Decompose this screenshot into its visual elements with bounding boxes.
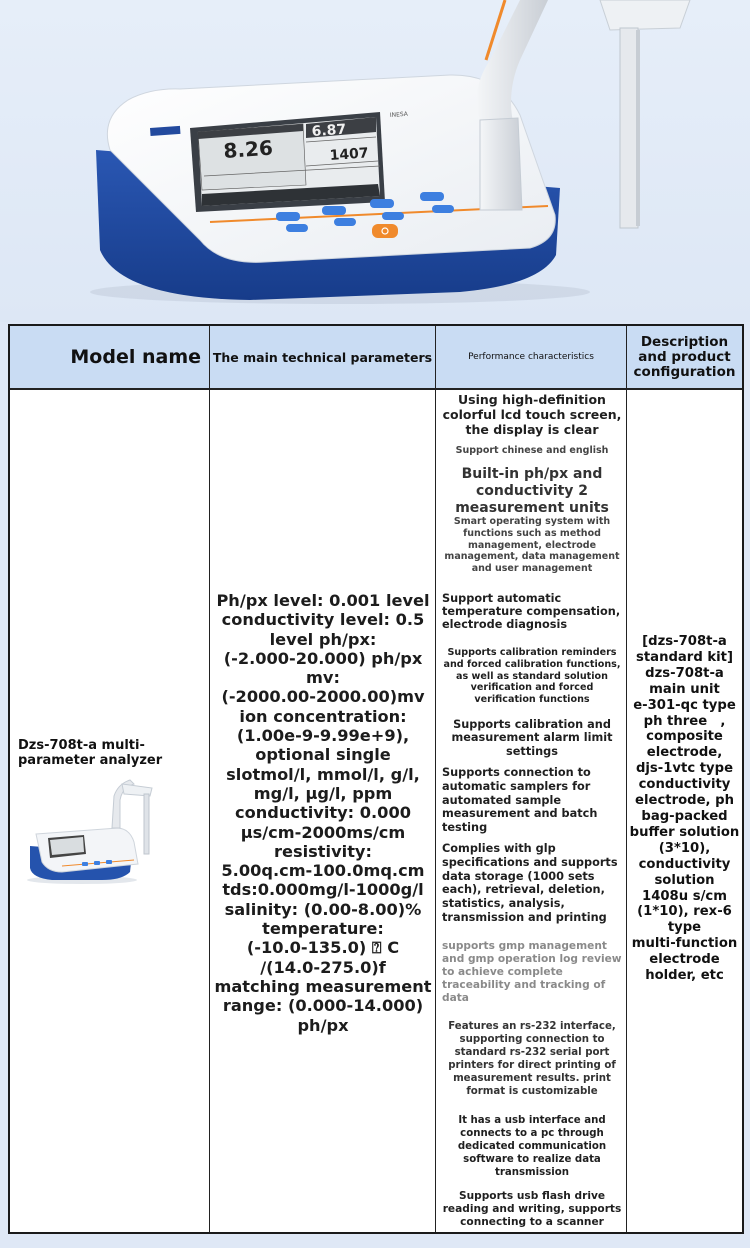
param-line: salinity: (0.00-8.00)%: [224, 899, 422, 919]
power-icon: [372, 224, 398, 238]
desc-line: djs-1vtc type: [635, 761, 734, 777]
param-line: range: (0.000-14.000): [222, 996, 424, 1016]
desc-line: buffer solution: [629, 824, 740, 840]
param-line: slotmol/l, mmol/l, g/l,: [226, 764, 420, 784]
desc-line: bag-packed: [641, 808, 728, 824]
feature-item: Supports usb flash drive reading and writing, supports connecting to a scanner: [442, 1190, 622, 1228]
header-parameters: The main technical parameters: [210, 326, 436, 388]
param-line: (-2.000-20.000) ph/px: [223, 648, 423, 668]
svg-text:INESA: INESA: [389, 110, 409, 119]
param-line: Ph/px level: 0.001 level: [216, 591, 430, 610]
model-name: Dzs-708t-a multi-parameter analyzer: [18, 738, 163, 768]
feature-item: Smart operating system with functions such as method management, electrode management, data management and user management: [444, 516, 620, 575]
param-line: temperature:: [262, 919, 384, 939]
screen-reading-left: 8.26: [222, 135, 274, 163]
param-line: 5.00q.cm-100.0mq.cm: [221, 861, 425, 881]
header-performance: Performance characteristics: [436, 326, 627, 388]
spec-table: [8, 324, 744, 1234]
desc-line: type: [667, 920, 702, 936]
desc-line: multi-function: [631, 936, 738, 952]
desc-line: [dzs-708t-a: [642, 634, 727, 649]
param-line: matching measurement: [214, 976, 432, 996]
desc-line: electrode, ph: [635, 793, 734, 809]
param-line: resistivity:: [274, 841, 372, 861]
param-line: ion concentration:: [239, 706, 407, 726]
param-line: (1.00e-9-9.99e+9),: [236, 726, 410, 746]
table-header-row: [10, 326, 742, 390]
feature-item: Supports connection to automatic samplers for automated sample measurement and batch testing: [442, 766, 598, 835]
desc-line: electrode: [649, 952, 720, 968]
desc-line: 1408u s/cm: [642, 888, 727, 904]
param-line: optional single: [255, 745, 391, 765]
feature-item: Complies with glp specifications and supports data storage (1000 sets each), retrieval, deletion, statistics, analysis, transmission and printing: [442, 842, 618, 924]
param-line: mg/l, μg/l, ppm: [253, 783, 393, 803]
description-text: [629, 634, 740, 984]
desc-line: conductivity: [638, 777, 731, 793]
desc-line: dzs-708t-a: [645, 665, 724, 681]
desc-line: ph three ,: [643, 713, 726, 729]
param-line: /(14.0-275.0)f: [260, 957, 386, 977]
desc-line: holder, etc: [645, 968, 724, 984]
feature-item: Support chinese and english: [455, 445, 609, 456]
screen-reading-right-bottom: 1407: [329, 145, 370, 164]
desc-line: solution: [654, 872, 715, 888]
parameters-text: [212, 591, 434, 1035]
feature-item: Supports calibration and measurement alarm limit settings: [451, 718, 613, 758]
feature-item: Using high-definition colorful lcd touch screen, the display is clear: [442, 392, 622, 437]
desc-line: main unit: [649, 681, 720, 697]
desc-line: (1*10), rex-6: [637, 904, 732, 920]
desc-line: conductivity: [638, 856, 731, 872]
param-line: level ph/px:: [269, 629, 377, 649]
model-thumbnail: [22, 776, 172, 886]
product-photo: [0, 0, 750, 322]
feature-item: Built-in ph/px and conductivity 2 measurement units: [455, 466, 609, 516]
header-model: Model name: [10, 326, 210, 388]
feature-item: Support automatic temperature compensation, electrode diagnosis: [442, 592, 621, 632]
param-line: μs/cm-2000ms/cm: [240, 822, 406, 842]
param-line: (-2000.00-2000.00)mv: [221, 687, 425, 707]
desc-line: standard kit]: [636, 649, 733, 665]
param-line: ph/px: [297, 1015, 349, 1035]
header-description: Description and product configuration: [633, 333, 736, 380]
param-line: mv:: [306, 668, 340, 688]
param-line: conductivity: 0.000: [235, 803, 411, 823]
desc-line: e-301-qc type: [633, 697, 736, 713]
param-line: (-10.0-135.0) ⍰ C: [246, 938, 400, 958]
desc-line: composite: [646, 729, 723, 745]
feature-item: It has a usb interface and connects to a pc through dedicated communication software to realize data transmission: [457, 1115, 607, 1178]
desc-line: electrode,: [646, 745, 723, 761]
screen-reading-right-top: 6.87: [311, 121, 347, 140]
param-line: tds:0.000mg/l-1000g/l: [222, 880, 424, 900]
feature-item: supports gmp management and gmp operation log review to achieve complete traceability and tracking of data: [442, 940, 622, 1004]
feature-item: Supports calibration reminders and forced calibration functions, as well as standard solution verification and forced verification functions: [443, 647, 621, 706]
desc-line: (3*10),: [658, 840, 711, 856]
param-line: conductivity level: 0.5: [221, 610, 425, 630]
feature-item: Features an rs-232 interface, supporting connection to standard rs-232 serial port printers for direct printing of measurement results. print format is customizable: [448, 1021, 616, 1097]
